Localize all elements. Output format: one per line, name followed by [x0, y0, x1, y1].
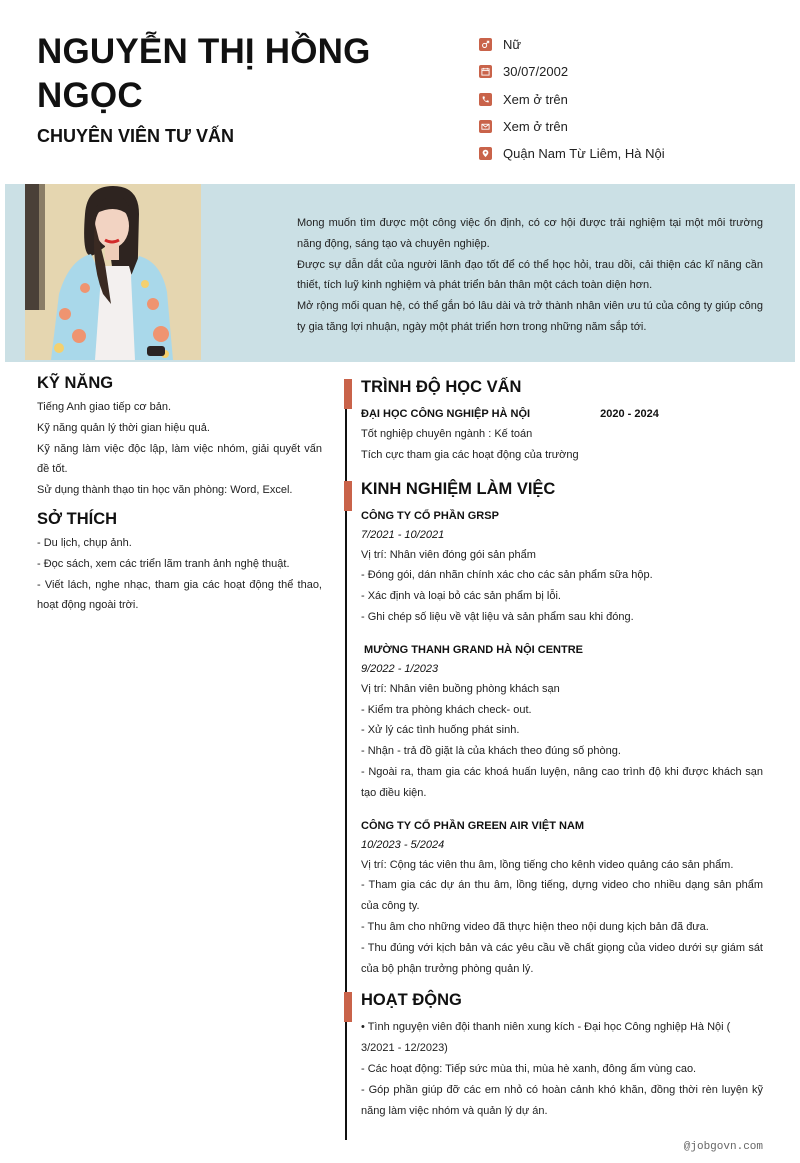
skill-item: Sử dụng thành thạo tin học văn phòng: Word, Excel. — [37, 484, 293, 497]
email-icon — [479, 120, 492, 133]
objective-paragraph: Mong muốn tìm được một công việc ổn định, có cơ hội được trải nghiệm tại một môi trường năng động, sáng tạo và chuyên nghiệp. — [297, 217, 763, 250]
location-icon — [479, 147, 492, 160]
job-period: 7/2021 - 10/2021 — [361, 528, 445, 541]
profile-photo — [25, 184, 201, 360]
company-name: MƯỜNG THANH GRAND HÀ NỘI CENTRE — [361, 643, 584, 656]
contact-info — [479, 31, 665, 167]
job-line: Vị trí: Nhân viên buồng phòng khách sạn — [361, 682, 560, 695]
job-title: CHUYÊN VIÊN TƯ VẤN — [37, 126, 234, 146]
activities-title: HOẠT ĐỘNG — [361, 991, 462, 1010]
calendar-icon — [479, 65, 492, 78]
job-line: - Nhận - trả đồ giặt là của khách theo đúng số phòng. — [361, 745, 621, 758]
job-line: Vị trí: Cộng tác viên thu âm, lồng tiếng cho kênh video quảng cáo sản phẩm. — [361, 858, 734, 871]
education-line: Tốt nghiệp chuyên ngành : Kế toán — [361, 428, 533, 440]
objective-paragraph: Được sự dẫn dắt của người lãnh đạo tốt để có thể học hỏi, trau dồi, cải thiện các kĩ năng cần thiết, tích luỹ kinh nghiệm và phát triển bản thân một cách toàn diện hơn. — [297, 258, 763, 292]
education-title: TRÌNH ĐỘ HỌC VẤN — [361, 378, 522, 396]
skills-section — [37, 374, 322, 501]
activity-line: - Góp phần giúp đỡ các em nhỏ có hoàn cảnh khó khăn, đồng thời rèn luyện kỹ năng làm việc nhóm và quản lý dự án. — [361, 1083, 763, 1117]
gender-icon — [479, 38, 492, 51]
section-accent-bar — [344, 481, 352, 511]
hobby-item: - Đọc sách, xem các triển lãm tranh ảnh nghệ thuật. — [37, 557, 290, 570]
job-line: - Xác định và loại bỏ các sản phẩm bị lỗi. — [361, 590, 561, 603]
watermark: @jobgovn.com — [683, 1141, 763, 1153]
job-entry — [361, 640, 763, 804]
contact-email — [479, 113, 665, 140]
objective-paragraph: Mở rộng mối quan hệ, có thể gắn bó lâu dài và trở thành nhân viên ưu tú của công ty giúp công ty gia tăng lợi nhuận, ngày một phát triển hơn trong những năm sắp tới. — [297, 300, 763, 333]
school-name: ĐẠI HỌC CÔNG NGHIỆP HÀ NỘI — [361, 408, 531, 420]
contact-address — [479, 140, 665, 167]
gender-value: Nữ — [503, 37, 522, 53]
section-accent-bar — [344, 992, 352, 1022]
profile-banner — [5, 184, 795, 362]
job-line: - Ngoài ra, tham gia các khoá huấn luyện, nâng cao trình độ khi được khách sạn tạo điều kiện. — [361, 765, 763, 799]
job-line: - Đóng gói, dán nhãn chính xác cho các sản phẩm sữa hộp. — [361, 569, 653, 582]
skill-item: Tiếng Anh giao tiếp cơ bản. — [37, 401, 172, 413]
birthdate-value: 30/07/2002 — [503, 64, 569, 80]
contact-phone — [479, 86, 665, 113]
education-line: Tích cực tham gia các hoạt động của trường — [361, 448, 579, 461]
career-objective — [297, 213, 763, 338]
email-value: Xem ở trên — [503, 119, 568, 135]
hobby-item: - Viết lách, nghe nhạc, tham gia các hoạt động thể thao, hoạt động ngoài trời. — [37, 578, 322, 612]
job-line: - Tham gia các dự án thu âm, lồng tiếng, dựng video cho nhiều dạng sản phẩm của công ty. — [361, 879, 763, 913]
job-line: Vị trí: Nhân viên đóng gói sản phẩm — [361, 548, 536, 561]
activity-line: - Các hoạt động: Tiếp sức mùa thi, mùa hè xanh, đông ấm vùng cao. — [361, 1062, 697, 1075]
right-column — [361, 374, 763, 1121]
phone-value: Xem ở trên — [503, 91, 568, 107]
phone-icon — [479, 93, 492, 106]
job-period: 10/2023 - 5/2024 — [361, 838, 445, 851]
company-name: CÔNG TY CỔ PHẦN GRSP — [361, 509, 499, 522]
address-value: Quận Nam Từ Liêm, Hà Nội — [503, 146, 665, 162]
hobby-item: - Du lịch, chụp ảnh. — [37, 536, 132, 549]
job-line: - Thu đúng với kịch bản và các yêu cầu về chất giọng của video dưới sự giám sát của bộ phận trưởng phòng quản lý. — [361, 941, 763, 975]
cv-header — [0, 0, 800, 184]
hobbies-section — [37, 510, 322, 616]
contact-gender — [479, 31, 665, 58]
job-entry — [361, 506, 763, 628]
skill-item: Kỹ năng làm việc độc lập, làm việc nhóm, giải quyết vấn đề tốt. — [37, 442, 322, 476]
activity-line: • Tình nguyện viên đội thanh niên xung kích - Đại học Công nghiệp Hà Nội ( 3/2021 - 12/2023) — [361, 1021, 731, 1055]
contact-birthdate — [479, 58, 665, 85]
job-line: - Kiểm tra phòng khách check- out. — [361, 703, 532, 716]
job-line: - Xử lý các tình huống phát sinh. — [361, 724, 520, 737]
candidate-name: NGUYỄN THỊ HỒNG NGỌC — [37, 32, 371, 115]
left-column — [37, 374, 322, 616]
education-section — [361, 374, 763, 466]
skills-title: KỸ NĂNG — [37, 374, 114, 392]
job-line: - Ghi chép số liệu về vật liệu và sản phẩm sau khi đóng. — [361, 610, 634, 623]
section-accent-bar — [344, 379, 352, 409]
experience-section — [361, 476, 763, 980]
company-name: CÔNG TY CỔ PHẦN GREEN AIR VIỆT NAM — [361, 819, 585, 832]
experience-title: KINH NGHIỆM LÀM VIỆC — [361, 479, 556, 498]
activities-section — [361, 987, 763, 1121]
hobbies-title: SỞ THÍCH — [37, 509, 118, 528]
job-entry — [361, 816, 763, 980]
education-years: 2020 - 2024 — [600, 408, 659, 420]
skill-item: Kỹ năng quản lý thời gian hiệu quả. — [37, 421, 210, 434]
job-period: 9/2022 - 1/2023 — [361, 662, 439, 675]
job-line: - Thu âm cho những video đã thực hiện theo nội dung kịch bản đã đưa. — [361, 920, 709, 933]
